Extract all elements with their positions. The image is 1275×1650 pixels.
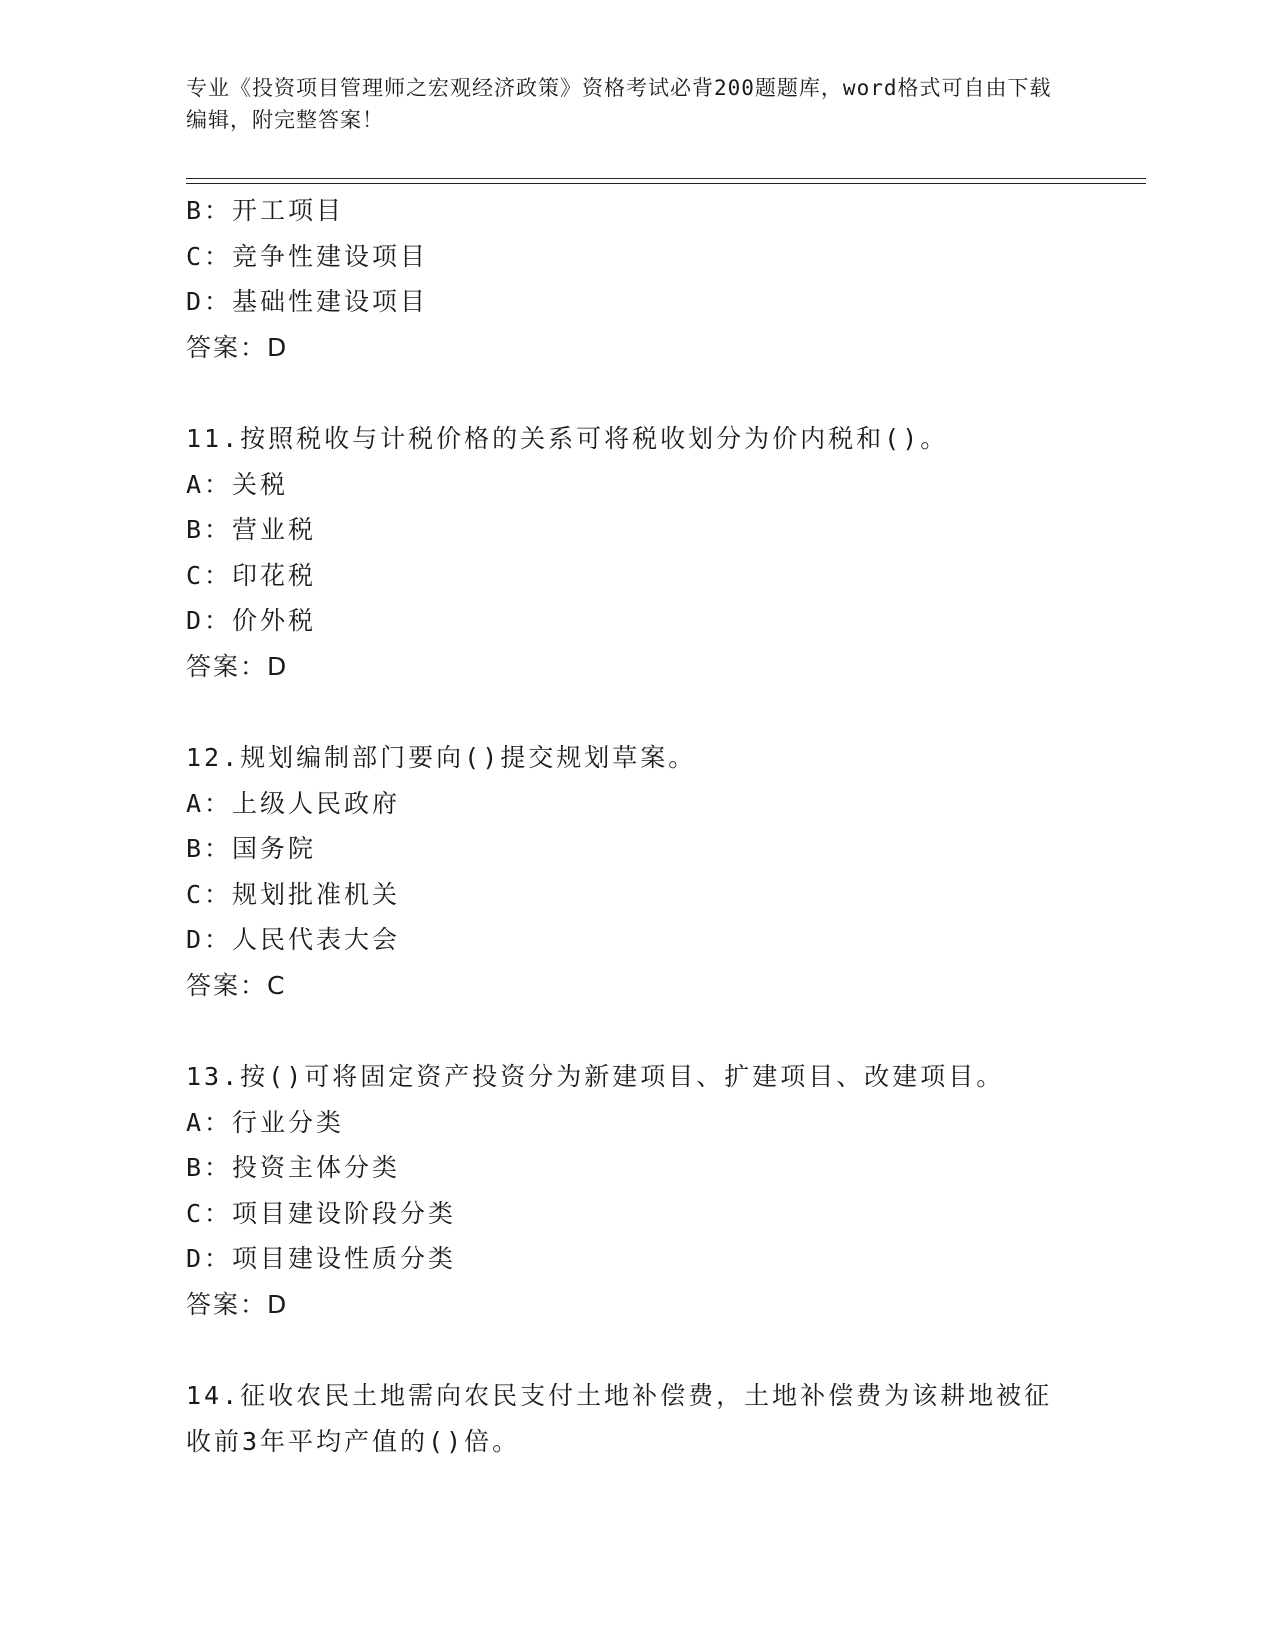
q13-option-d: D：项目建设性质分类 — [186, 1244, 457, 1273]
q13-question: 13.按()可将固定资产投资分为新建项目、扩建项目、改建项目。 — [186, 1062, 1005, 1091]
spacer — [186, 370, 1086, 416]
q14-question-line2: 收前3年平均产值的()倍。 — [186, 1426, 521, 1456]
q11-option-c: C：印花税 — [186, 560, 317, 590]
page-header: 专业《投资项目管理师之宏观经济政策》资格考试必背200题题库，word格式可自由下载编辑，附完整答案！ — [186, 76, 1052, 132]
question-list — [186, 188, 1086, 1464]
q10-option-c: C：竞争性建设项目 — [186, 241, 429, 271]
q10-answer: 答案：D — [186, 332, 289, 362]
q12-option-b: B：国务院 — [186, 834, 317, 863]
q13-option-a: A：行业分类 — [186, 1107, 345, 1137]
q12-option-c: C：规划批准机关 — [186, 879, 401, 909]
q13-option-b: B：投资主体分类 — [186, 1153, 401, 1182]
q11-question: 11.按照税收与计税价格的关系可将税收划分为价内税和()。 — [186, 424, 949, 453]
spacer — [186, 689, 1086, 735]
q11-option-b: B：营业税 — [186, 515, 317, 544]
q12-question: 12.规划编制部门要向()提交规划草案。 — [186, 743, 697, 772]
spacer — [186, 1327, 1086, 1373]
q10-option-d: D：基础性建设项目 — [186, 287, 429, 316]
q12-option-a: A：上级人民政府 — [186, 788, 401, 818]
q11-option-a: A：关税 — [186, 469, 289, 499]
q13-option-c: C：项目建设阶段分类 — [186, 1198, 457, 1228]
header-rule-bottom — [186, 183, 1146, 184]
q13-answer: 答案：D — [186, 1289, 289, 1319]
spacer — [186, 1008, 1086, 1054]
q11-option-d: D：价外税 — [186, 606, 317, 635]
q10-option-b: B：开工项目 — [186, 196, 345, 225]
header-rule-top — [186, 178, 1146, 179]
q12-option-d: D：人民代表大会 — [186, 925, 401, 954]
q12-answer: 答案：C — [186, 970, 287, 1000]
q11-answer: 答案：D — [186, 651, 289, 681]
q14-question-line1: 14.征收农民土地需向农民支付土地补偿费，土地补偿费为该耕地被征 — [186, 1381, 1053, 1410]
